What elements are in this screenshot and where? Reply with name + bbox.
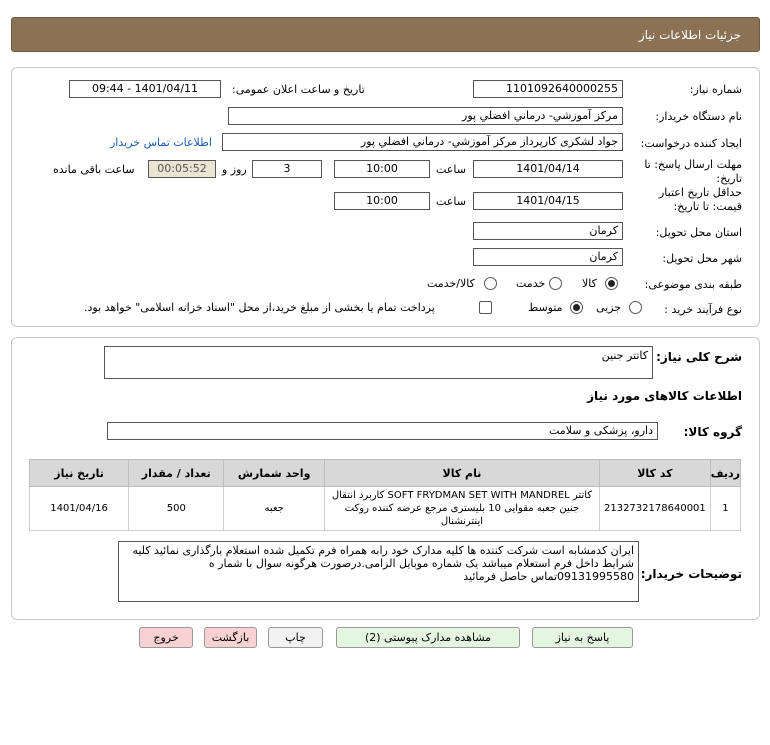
remaining-label: ساعت باقی مانده: [53, 163, 135, 176]
category-goods-radio[interactable]: [605, 277, 618, 290]
cell-name: کاتتر SOFT FRYDMAN SET WITH MANDREL کاربرد انتقال جنین جعبه مقوایی 10 بلیستری مرجع عرضه کننده روکت اینترنشنال: [324, 487, 599, 531]
category-both-radio[interactable]: [484, 277, 497, 290]
creator-field: جواد لشکری کارپرداز مرکز آموزشي- درماني افضلي پور: [222, 133, 623, 151]
cell-code: 2132732178640001: [599, 487, 710, 531]
process-note: پرداخت تمام یا بخشی از مبلغ خرید،از محل "اسناد خزانه اسلامی" خواهد بود.: [84, 301, 435, 314]
goods-group-label: گروه کالا:: [683, 425, 742, 439]
process-medium-radio[interactable]: [570, 301, 583, 314]
category-service-label: خدمت: [516, 277, 546, 290]
category-goods-label: کالا: [582, 277, 597, 290]
remaining-timer: 00:05:52: [148, 160, 216, 178]
page-title: جزئیات اطلاعات نیاز: [638, 28, 741, 42]
deadline-time-field: 10:00: [334, 160, 430, 178]
goods-table: [29, 459, 741, 531]
col-name: نام کالا: [324, 460, 599, 487]
category-service-radio[interactable]: [549, 277, 562, 290]
city-field: کرمان: [473, 248, 623, 266]
col-unit: واحد شمارش: [224, 460, 324, 487]
process-partial-label: جزیی: [596, 301, 622, 314]
need-number-field: 1101092640000255: [473, 80, 623, 98]
col-qty: تعداد / مقدار: [129, 460, 224, 487]
announce-label: تاریخ و ساعت اعلان عمومی:: [232, 83, 365, 96]
table-row: [30, 487, 741, 531]
cell-qty: 500: [129, 487, 224, 531]
col-row: ردیف: [710, 460, 740, 487]
reply-button[interactable]: پاسخ به نیاز: [532, 627, 633, 648]
cell-row: 1: [710, 487, 740, 531]
creator-label: ایجاد کننده درخواست:: [640, 137, 742, 150]
validity-time-field: 10:00: [334, 192, 430, 210]
exit-button[interactable]: خروج: [139, 627, 193, 648]
buyer-org-field: مرکز آموزشي- درماني افضلي پور: [228, 107, 623, 125]
deadline-date-field: 1401/04/14: [473, 160, 623, 178]
need-number-label: شماره نیاز:: [689, 83, 742, 96]
col-code: کد کالا: [599, 460, 710, 487]
process-partial-radio[interactable]: [629, 301, 642, 314]
days-label: روز و: [222, 163, 247, 176]
treasury-payment-checkbox[interactable]: [479, 301, 492, 314]
goods-table-header: [30, 460, 741, 487]
print-button[interactable]: چاپ: [268, 627, 323, 648]
summary-field: کاتتر جنین: [104, 346, 653, 379]
announce-field: 1401/04/11 - 09:44: [69, 80, 221, 98]
page-header: [11, 17, 760, 52]
days-field: 3: [252, 160, 322, 178]
goods-section-title: اطلاعات کالاهای مورد نیاز: [587, 389, 742, 403]
validity-date-field: 1401/04/15: [473, 192, 623, 210]
back-button[interactable]: بازگشت: [204, 627, 257, 648]
buyer-notes-field: ایران کدمشابه است شرکت کننده ها کلیه مدارک خود رابه همراه فرم تکمیل شده استعلام بارگذاری نمائید کلیه شرایط داخل فرم استعلام میباشد یک شماره موبایل الزامی.درصورت هرگونه سوال با شمار ه 09131995580تماس حاصل فرمائید: [118, 541, 639, 602]
goods-group-field: دارو، پزشکی و سلامت: [107, 422, 658, 440]
category-label: طبقه بندی موضوعی:: [644, 278, 742, 291]
validity-time-label: ساعت: [436, 195, 466, 208]
col-date: تاریخ نیاز: [30, 460, 129, 487]
process-label: نوع فرآیند خرید :: [664, 303, 742, 316]
city-label: شهر محل تحویل:: [662, 252, 742, 265]
province-field: کرمان: [473, 222, 623, 240]
category-both-label: کالا/خدمت: [427, 277, 475, 290]
deadline-label: مهلت ارسال پاسخ: تا تاریخ:: [644, 158, 742, 185]
buyer-contact-link[interactable]: اطلاعات تماس خریدار: [110, 136, 212, 149]
buyer-notes-label: توضیحات خریدار:: [640, 567, 742, 581]
cell-date: 1401/04/16: [30, 487, 129, 531]
process-medium-label: متوسط: [528, 301, 563, 314]
buyer-org-label: نام دستگاه خریدار:: [655, 110, 742, 123]
summary-label: شرح کلی نیاز:: [656, 350, 742, 364]
province-label: استان محل تحویل:: [655, 226, 742, 239]
deadline-time-label: ساعت: [436, 163, 466, 176]
cell-unit: جعبه: [224, 487, 324, 531]
validity-label: حداقل تاریخ اعتبار قیمت: تا تاریخ:: [658, 186, 742, 213]
view-attachments-button[interactable]: مشاهده مدارک پیوستی (2): [336, 627, 520, 648]
